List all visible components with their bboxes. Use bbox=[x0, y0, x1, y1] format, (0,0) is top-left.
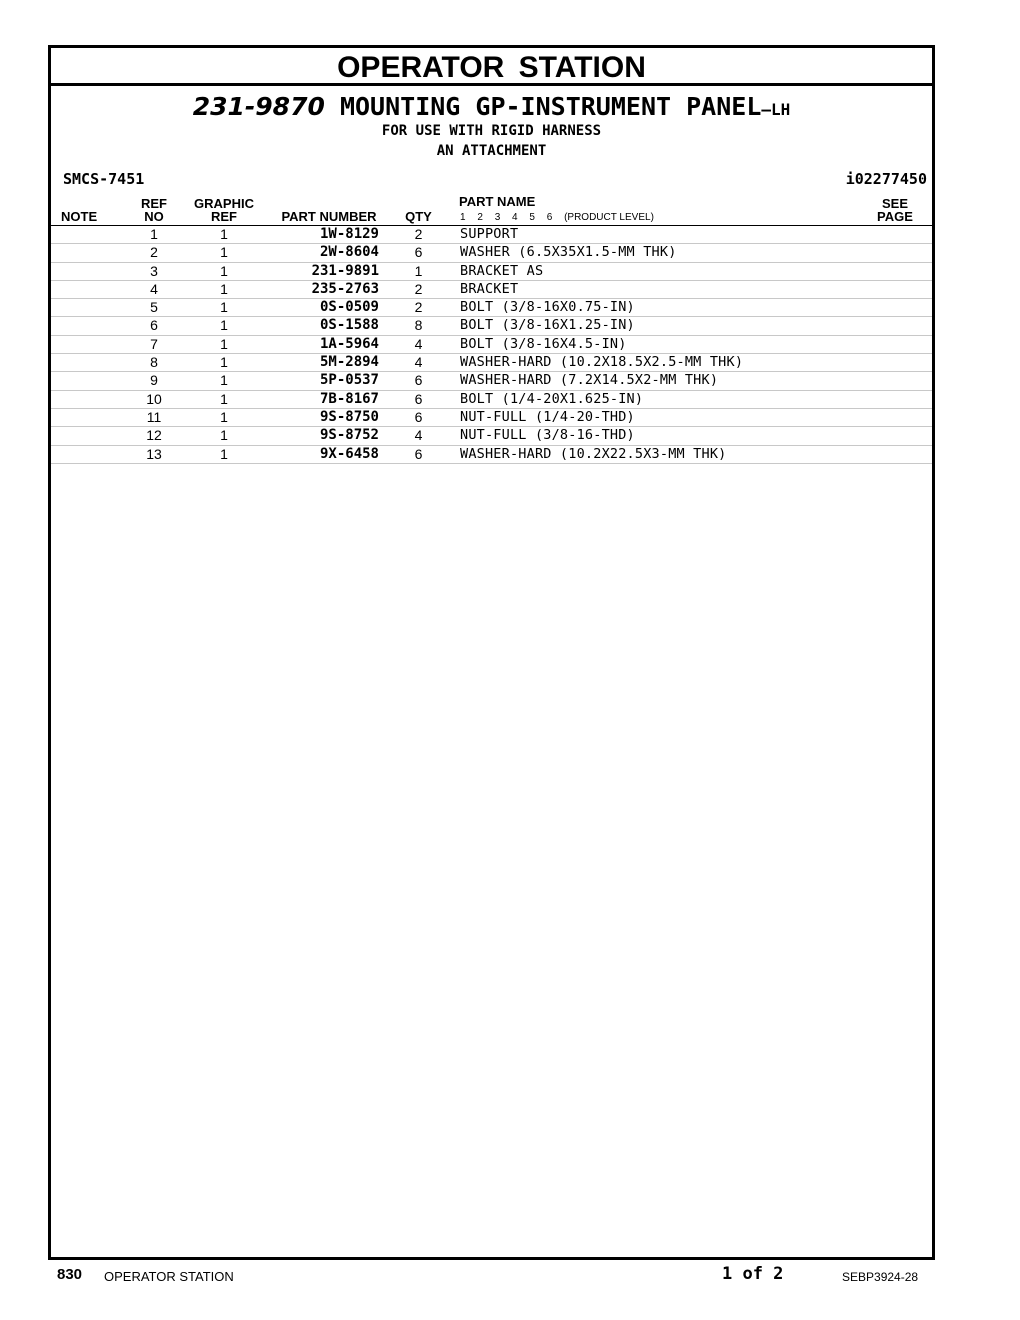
part-number: 7B-8167 bbox=[319, 390, 379, 407]
table-row bbox=[51, 372, 932, 390]
table-row bbox=[51, 427, 932, 445]
graphic-ref: 1 bbox=[220, 354, 228, 371]
ref-no: 5 bbox=[150, 299, 158, 316]
column-header-graphic-ref bbox=[189, 197, 259, 223]
part-name: NUT-FULL (3/8-16-THD) bbox=[460, 427, 635, 444]
part-number: 9X-6458 bbox=[319, 445, 379, 462]
graphic-ref: 1 bbox=[220, 427, 228, 444]
part-name: BRACKET bbox=[460, 280, 519, 297]
part-name: SUPPORT bbox=[460, 226, 519, 242]
graphic-ref: 1 bbox=[220, 408, 228, 425]
part-name: NUT-FULL (1/4-20-THD) bbox=[460, 408, 635, 425]
parts-table bbox=[51, 226, 932, 464]
part-name: BOLT (3/8-16X1.25-IN) bbox=[460, 317, 635, 334]
column-header-see-top: SEE bbox=[881, 196, 908, 211]
page-title: OPERATOR STATION bbox=[51, 48, 932, 86]
part-name: WASHER-HARD (10.2X18.5X2.5-MM THK) bbox=[460, 354, 744, 371]
table-row bbox=[51, 336, 932, 354]
column-header-graphic-bottom: REF bbox=[211, 209, 237, 224]
group-number: 231-9870 bbox=[192, 92, 325, 121]
product-level-2: 2 bbox=[477, 212, 483, 223]
part-number: 2W-8604 bbox=[319, 244, 379, 261]
graphic-ref: 1 bbox=[220, 262, 228, 279]
column-header-ref-no bbox=[139, 197, 169, 223]
qty: 6 bbox=[414, 390, 423, 407]
table-row bbox=[51, 281, 932, 299]
part-number: 1W-8129 bbox=[319, 226, 379, 242]
part-number: 9S-8750 bbox=[319, 408, 379, 425]
product-level-label: (PRODUCT LEVEL) bbox=[564, 212, 654, 223]
ref-no: 13 bbox=[146, 445, 162, 462]
part-number: 5P-0537 bbox=[319, 372, 379, 389]
ref-no: 10 bbox=[146, 390, 162, 407]
ref-no: 4 bbox=[150, 280, 158, 297]
part-number: 0S-1588 bbox=[319, 317, 379, 334]
qty: 2 bbox=[414, 299, 423, 316]
qty: 6 bbox=[414, 445, 423, 462]
graphic-ref: 1 bbox=[220, 244, 228, 261]
column-header-see-bottom: PAGE bbox=[877, 209, 913, 224]
qty: 6 bbox=[414, 408, 423, 425]
group-name: MOUNTING GP-INSTRUMENT PANEL bbox=[339, 92, 762, 121]
qty: 4 bbox=[414, 335, 423, 352]
column-header-ref-bottom: NO bbox=[144, 209, 164, 224]
graphic-ref: 1 bbox=[220, 280, 228, 297]
graphic-ref: 1 bbox=[220, 372, 228, 389]
subtitle-2: AN ATTACHMENT bbox=[436, 143, 547, 159]
ref-no: 9 bbox=[150, 372, 158, 389]
ref-no: 11 bbox=[146, 408, 162, 425]
column-header-part-name: PART NAME bbox=[459, 194, 536, 209]
part-name: WASHER (6.5X35X1.5-MM THK) bbox=[460, 244, 677, 261]
column-header-see-page bbox=[875, 197, 915, 223]
qty: 4 bbox=[414, 427, 423, 444]
graphic-ref: 1 bbox=[220, 299, 228, 316]
product-level-4: 4 bbox=[512, 212, 518, 223]
qty: 6 bbox=[414, 372, 423, 389]
part-name: WASHER-HARD (10.2X22.5X3-MM THK) bbox=[460, 445, 727, 462]
graphic-ref: 1 bbox=[220, 317, 228, 334]
column-header-ref-top: REF bbox=[141, 196, 167, 211]
qty: 8 bbox=[414, 317, 423, 334]
group-heading bbox=[51, 92, 932, 121]
qty: 1 bbox=[414, 262, 423, 279]
ref-no: 12 bbox=[146, 427, 162, 444]
table-row bbox=[51, 226, 932, 244]
product-level-1: 1 bbox=[460, 212, 466, 223]
column-header-qty: QTY bbox=[405, 209, 432, 224]
part-number: 9S-8752 bbox=[319, 427, 379, 444]
graphic-ref: 1 bbox=[220, 226, 228, 242]
document-id: i02277450 bbox=[845, 170, 927, 188]
part-name: WASHER-HARD (7.2X14.5X2-MM THK) bbox=[460, 372, 719, 389]
ref-no: 3 bbox=[150, 262, 158, 279]
ref-no: 7 bbox=[150, 335, 158, 352]
graphic-ref: 1 bbox=[220, 445, 228, 462]
column-header-note: NOTE bbox=[61, 209, 98, 224]
product-levels bbox=[460, 212, 663, 223]
product-level-5: 5 bbox=[529, 212, 535, 223]
ref-no: 1 bbox=[150, 226, 158, 242]
part-number: 1A-5964 bbox=[319, 335, 379, 352]
product-level-3: 3 bbox=[494, 212, 501, 223]
graphic-ref: 1 bbox=[220, 335, 228, 352]
footer-page-of: 1 of 2 bbox=[722, 1264, 784, 1284]
ref-no: 2 bbox=[150, 244, 158, 261]
table-row bbox=[51, 391, 932, 409]
part-number: 235-2763 bbox=[311, 280, 379, 297]
ref-no: 6 bbox=[150, 317, 158, 334]
table-row bbox=[51, 317, 932, 335]
product-level-6: 6 bbox=[546, 212, 553, 223]
footer-section: OPERATOR STATION bbox=[104, 1269, 234, 1284]
subtitle-1: FOR USE WITH RIGID HARNESS bbox=[381, 123, 602, 139]
qty: 2 bbox=[414, 226, 423, 242]
table-row bbox=[51, 354, 932, 372]
table-row bbox=[51, 263, 932, 281]
page-frame bbox=[48, 45, 935, 1260]
smcs-code: SMCS-7451 bbox=[63, 170, 145, 188]
group-suffix: —LH bbox=[761, 100, 791, 119]
qty: 4 bbox=[414, 354, 423, 371]
table-row bbox=[51, 299, 932, 317]
graphic-ref: 1 bbox=[220, 390, 228, 407]
table-row bbox=[51, 244, 932, 262]
qty: 2 bbox=[414, 280, 423, 297]
part-name: BOLT (1/4-20X1.625-IN) bbox=[460, 390, 644, 407]
footer-document-number: SEBP3924-28 bbox=[842, 1270, 919, 1284]
table-row bbox=[51, 409, 932, 427]
part-name: BOLT (3/8-16X0.75-IN) bbox=[460, 299, 635, 316]
part-name: BRACKET AS bbox=[460, 262, 544, 279]
column-header-part-number: PART NUMBER bbox=[281, 209, 377, 224]
part-number: 231-9891 bbox=[311, 262, 379, 279]
part-name: BOLT (3/8-16X4.5-IN) bbox=[460, 335, 627, 352]
part-number: 0S-0509 bbox=[319, 299, 379, 316]
part-number: 5M-2894 bbox=[319, 354, 379, 371]
column-header-graphic-top: GRAPHIC bbox=[194, 196, 254, 211]
footer-page-number: 830 bbox=[57, 1266, 83, 1283]
qty: 6 bbox=[414, 244, 423, 261]
ref-no: 8 bbox=[150, 354, 158, 371]
table-row bbox=[51, 446, 932, 464]
